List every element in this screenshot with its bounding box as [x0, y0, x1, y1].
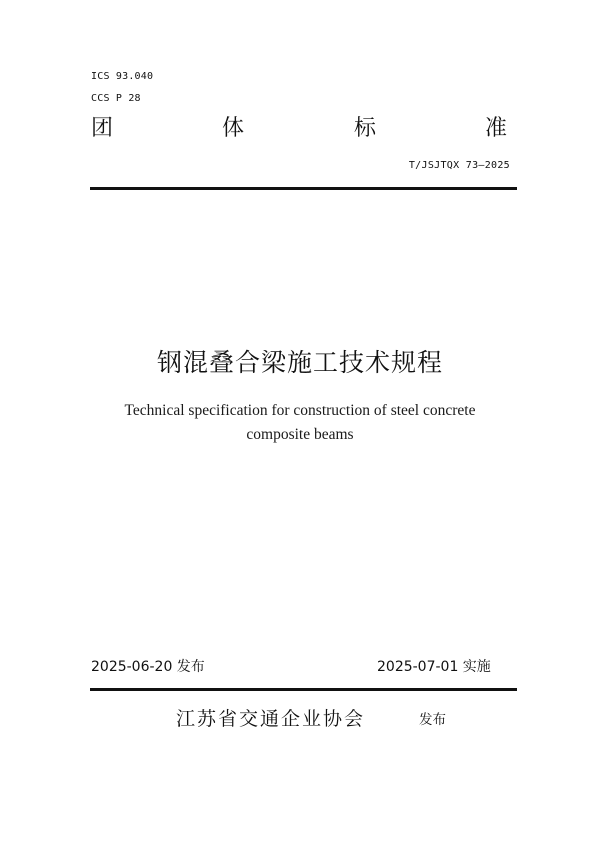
- issue-label: 发布: [419, 712, 446, 728]
- standard-type-char: 准: [485, 116, 508, 141]
- standard-type-char: 标: [354, 116, 377, 141]
- ccs-code: CCS P 28: [91, 93, 141, 104]
- title-english: Technical specification for construction of steel concrete composite beams: [124, 402, 476, 443]
- issuing-organization: 江苏省交通企业协会: [176, 708, 366, 730]
- publish-date: 2025-06-20 发布: [91, 659, 205, 675]
- ics-code: ICS 93.040: [91, 71, 154, 82]
- title-chinese: 钢混叠合梁施工技术规程: [156, 348, 443, 377]
- standard-code: T/JSJTQX 73—2025: [408, 160, 510, 171]
- implement-date: 2025-07-01 实施: [377, 659, 491, 675]
- bottom-divider: [90, 688, 517, 691]
- standard-type-char: 体: [222, 116, 245, 141]
- standard-type-char: 团: [91, 116, 114, 141]
- top-divider: [90, 187, 517, 190]
